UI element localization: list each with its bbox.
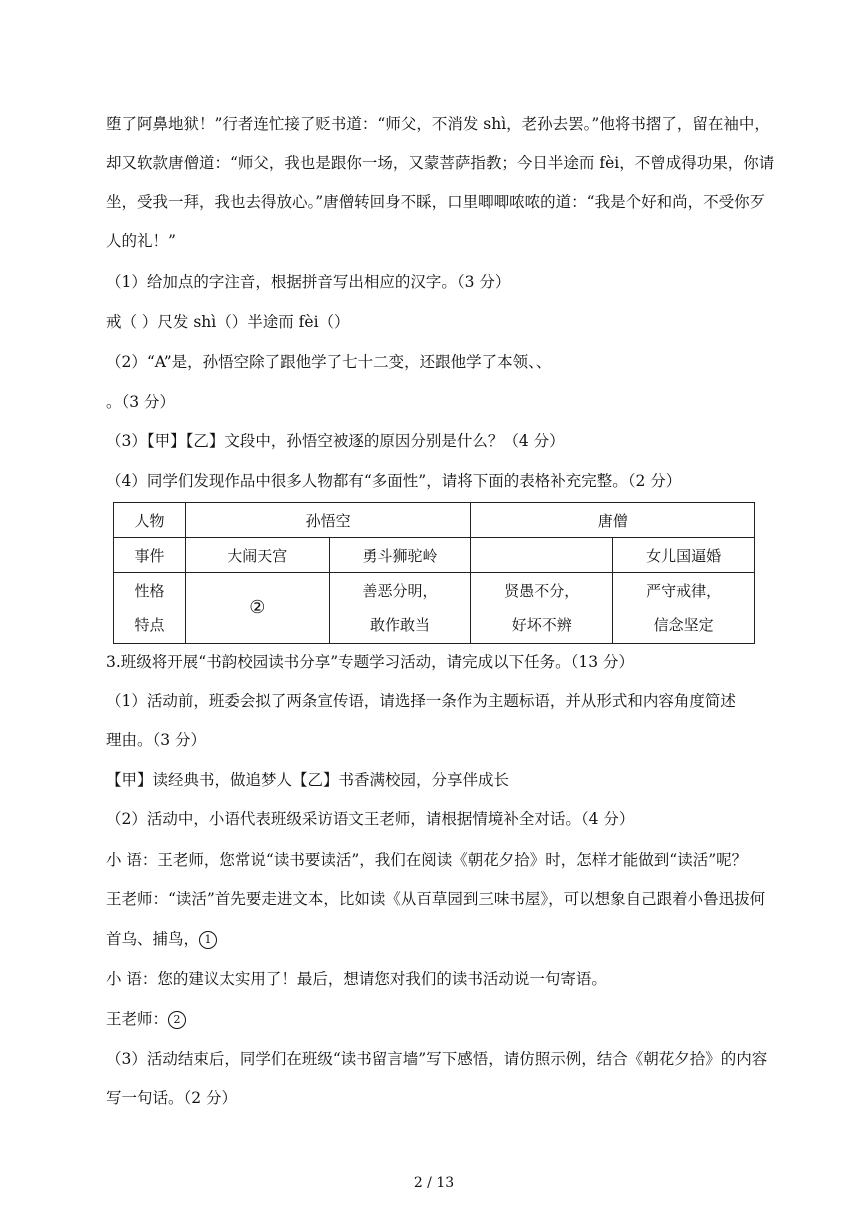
event-cell: 女儿国逼婚 xyxy=(613,538,755,573)
dialogue-text: 王老师： xyxy=(106,1010,169,1028)
header-sun-wukong: 孙悟空 xyxy=(185,503,471,538)
header-trait xyxy=(114,573,186,644)
dialogue-line-4 xyxy=(106,1009,186,1029)
question-1: （1）给加点的字注音，根据拼音写出相应的汉字。（3 分） xyxy=(106,273,511,291)
trait-cell xyxy=(613,573,755,644)
trait-line: 严守戒律， xyxy=(646,582,722,600)
question-1-blanks: 戒（ ）尺发 shì（）半途而 fèi（） xyxy=(106,313,350,331)
passage-line-1: 堕了阿鼻地狱！”行者连忙接了贬书道：“师父，不消发 shì，老孙去罢。”他将书摺了，留在袖中， xyxy=(106,115,770,133)
header-trait-line-1: 性格 xyxy=(134,582,165,600)
section-3-title: 3.班级将开展“书韵校园读书分享”专题学习活动，请完成以下任务。（13 分） xyxy=(106,653,635,671)
table-row xyxy=(114,503,755,538)
trait-cell-blank-2 xyxy=(185,573,329,644)
dialogue-line-2-cont xyxy=(106,929,217,949)
dialogue-line-1: 小 语：王老师，您常说“读书要读活”，我们在阅读《朝花夕拾》时，怎样才能做到“读活”呢？ xyxy=(106,851,748,869)
dialogue-text: 首乌、捕鸟， xyxy=(106,930,200,948)
trait-cell xyxy=(329,573,471,644)
question-3: （3）【甲】【乙】文段中，孙悟空被逐的原因分别是什么？（4 分） xyxy=(106,432,565,450)
section-3-q1: （1）活动前，班委会拟了两条宣传语，请选择一条作为主题标语，并从形式和内容角度简述 xyxy=(106,692,736,710)
question-2-cont: 。（3 分） xyxy=(106,393,176,411)
passage-line-2: 却又软款唐僧道：“师父，我也是跟你一场，又蒙菩萨指教；今日半途而 fèi，不曾成得功果，你请 xyxy=(106,154,775,172)
trait-line: 敢作敢当 xyxy=(370,616,431,634)
dialogue-line-2: 王老师：“读活”首先要走进文本，比如读《从百草园到三味书屋》，可以想象自己跟着小鲁迅拔何 xyxy=(106,890,766,908)
question-4: （4）同学们发现作品中很多人物都有“多面性”，请将下面的表格补充完整。（2 分） xyxy=(106,472,682,490)
trait-line: 善恶分明， xyxy=(362,582,438,600)
blank-marker-1: 1 xyxy=(199,931,217,949)
trait-line: 贤愚不分， xyxy=(504,582,580,600)
character-table xyxy=(113,502,755,644)
table-row xyxy=(114,538,755,573)
header-tang-seng: 唐僧 xyxy=(471,503,755,538)
section-3-q1-cont: 理由。（3 分） xyxy=(106,731,207,749)
trait-cell xyxy=(471,573,613,644)
page-number: 2 / 13 xyxy=(413,1175,455,1191)
passage-line-4: 人的礼！” xyxy=(106,232,176,250)
blank-marker-2: 2 xyxy=(168,1011,186,1029)
header-trait-line-2: 特点 xyxy=(134,616,165,634)
header-event: 事件 xyxy=(114,538,186,573)
event-cell-blank xyxy=(471,538,613,573)
passage-line-3: 坐，受我一拜，我也去得放心。”唐僧转回身不睬，口里唧唧哝哝的道：“我是个好和尚，不受你歹 xyxy=(106,193,766,211)
table-row xyxy=(114,573,755,644)
trait-line: 好坏不辨 xyxy=(511,616,572,634)
event-cell: 大闹天宫 xyxy=(185,538,329,573)
dialogue-line-3: 小 语：您的建议太实用了！最后，想请您对我们的读书活动说一句寄语。 xyxy=(106,970,607,988)
section-3-q3: （3）活动结束后，同学们在班级“读书留言墙”写下感悟，请仿照示例，结合《朝花夕拾》的内容 xyxy=(106,1050,768,1068)
blank-marker-2: ② xyxy=(249,597,266,618)
slogans: 【甲】读经典书，做追梦人【乙】书香满校园，分享伴成长 xyxy=(106,771,510,789)
event-cell: 勇斗狮驼岭 xyxy=(329,538,471,573)
section-3-q2: （2）活动中，小语代表班级采访语文王老师，请根据情境补全对话。（4 分） xyxy=(106,810,635,828)
section-3-q3-cont: 写一句话。（2 分） xyxy=(106,1089,238,1107)
header-person: 人物 xyxy=(114,503,186,538)
question-2: （2）“A”是，孙悟空除了跟他学了七十二变，还跟他学了本领、、 xyxy=(106,353,552,371)
trait-line: 信念坚定 xyxy=(653,616,714,634)
